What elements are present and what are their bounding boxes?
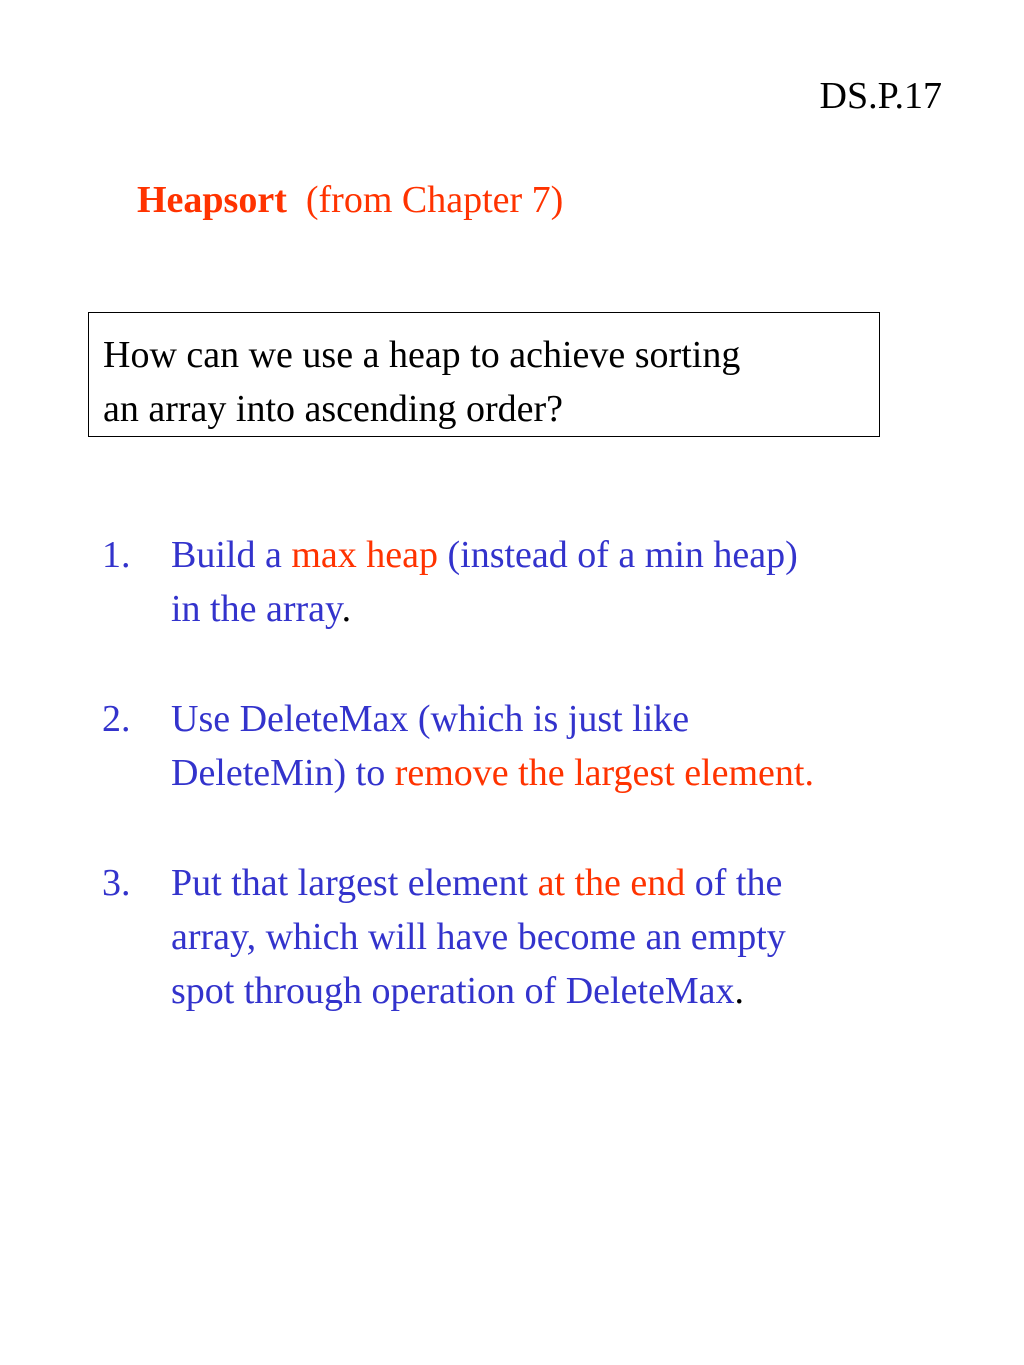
step-period: . [341, 588, 352, 630]
step-line [171, 582, 1024, 636]
step-2 [0, 692, 1024, 800]
step-line: Use DeleteMax (which is just like [171, 698, 690, 740]
step-number: 2. [102, 698, 131, 740]
steps-list [0, 528, 1024, 1074]
step-text: Build a [171, 534, 292, 576]
step-text: Put that largest element [171, 862, 538, 904]
title-subtitle: (from Chapter 7) [305, 179, 564, 221]
slide-title [137, 180, 563, 222]
step-3 [0, 856, 1024, 1018]
question-box [88, 312, 880, 437]
step-1 [0, 528, 1024, 636]
step-number: 1. [102, 534, 131, 576]
title-main: Heapsort [137, 179, 287, 221]
step-line [171, 964, 1024, 1018]
step-highlight: at the end [537, 862, 686, 904]
slide-number: DS.P.17 [819, 75, 942, 117]
step-text: spot through operation of DeleteMax [171, 970, 735, 1012]
step-period: . [734, 970, 745, 1012]
step-text: in the array [171, 588, 342, 630]
step-text: of the [685, 862, 783, 904]
step-text: DeleteMin) to [171, 752, 395, 794]
step-highlight: max heap [291, 534, 438, 576]
step-line [171, 856, 1024, 910]
step-line [171, 746, 1024, 800]
step-text: (instead of a min heap) [437, 534, 798, 576]
step-highlight: remove the largest element. [394, 752, 814, 794]
question-line-1: How can we use a heap to achieve sorting [103, 334, 741, 376]
step-line [171, 528, 1024, 582]
question-line-2: an array into ascending order? [103, 388, 564, 430]
step-line: array, which will have become an empty [171, 916, 786, 958]
step-number: 3. [102, 862, 131, 904]
